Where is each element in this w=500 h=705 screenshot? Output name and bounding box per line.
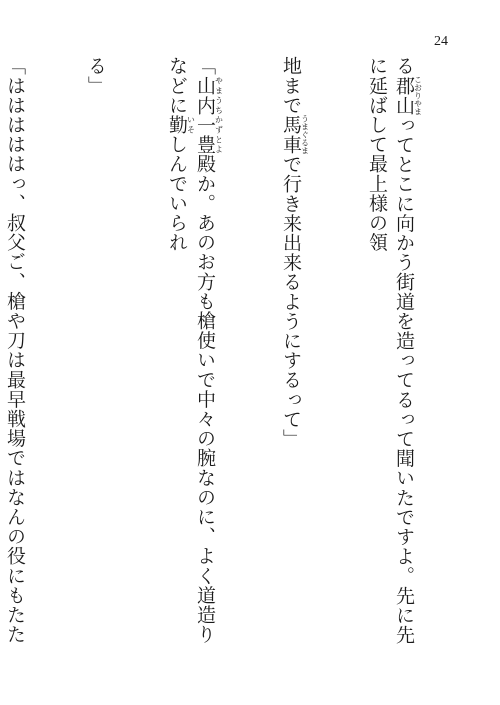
text-line: 地まで馬車うまぐるまで行き来出来るようにするって」 [280,56,310,449]
ruby-word: 勤いそ [166,114,196,135]
text-line: 「山内一豊やまうちかずとよ殿か。あのお方も槍使いで中々の腕なのに、よく道造りなどに勤いそしんでいられ [166,56,224,645]
ruby-word: 山内一豊やまうちかずとよ [194,75,224,155]
page-number: 24 [434,34,448,49]
novel-text-body [4,56,476,658]
text-line: る郡山こおりやまってとこに向かう街道を造ってるって聞いたですよ。先に先に延ばして最上様の領 [366,56,423,645]
text-line: る」 [85,56,107,96]
ruby-word: 郡山こおりやま [393,75,423,116]
text-line: 「はははははっ、叔父ご、槍や刀は最早戦場ではなんの役にもたた [4,56,26,644]
ruby-word: 馬車うまぐるま [280,114,310,155]
